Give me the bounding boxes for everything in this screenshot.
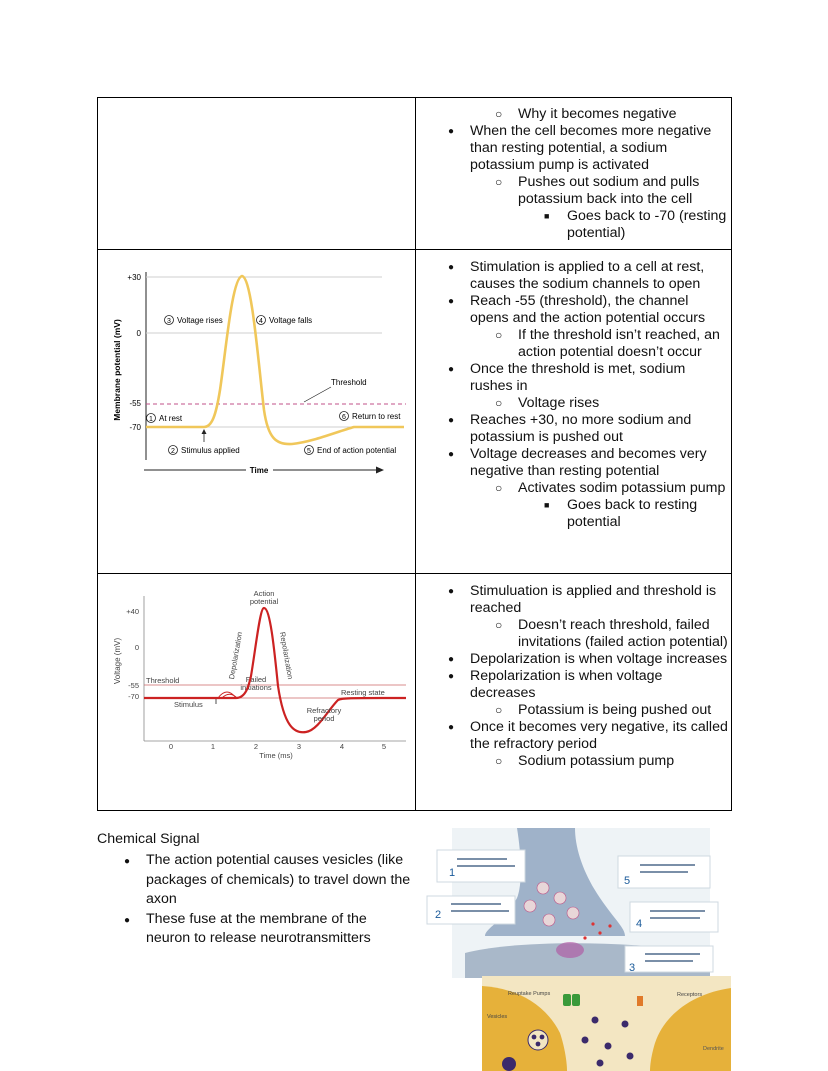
callout-text-line [645,953,700,955]
depolarization-label: Depolarization [226,631,245,680]
x-tick-label: 5 [381,742,387,751]
list-item: ● Repolarization is when voltage decreases [416,668,730,702]
list-item: ■ Goes back to -70 (resting potential) [416,208,730,242]
step-number: 1 [149,416,153,423]
neurotransmitter [532,1035,537,1040]
list-item: ● Reaches +30, no more sodium and potassium is pushed out [416,412,730,446]
x-tick-label: 0 [168,742,174,751]
end-of-ap-label: End of action potential [317,446,397,455]
vesicles-label: Vesicles [487,1014,508,1020]
vesicle [567,907,579,919]
neurotransmitter [540,1035,545,1040]
resting-state-label: Resting state [341,688,385,697]
callout-text-line [451,903,501,905]
list-item: ○ Why it becomes negative [416,106,730,123]
list-item: ● These fuse at the membrane of the neuron to release neurotransmitters [124,910,414,949]
voltage-falls-label: Voltage falls [269,316,313,325]
list-item: ● When the cell becomes more negative than resting potential, a sodium potassium pump is activated [416,123,730,174]
notes-table [97,97,732,811]
list-item: ○ Sodium potassium pump [416,753,730,770]
callout-number: 1 [449,867,456,879]
callout-number: 4 [636,918,643,930]
list-item: ● Stimulation is applied to a cell at rest, causes the sodium channels to open [416,259,730,293]
neurotransmitter [627,1053,634,1060]
section-heading: Chemical Signal [97,831,200,847]
bullet-list [416,106,730,242]
step-number: 4 [259,318,263,325]
row-divider [98,573,731,574]
voltage-time-diagram [106,586,411,766]
neurotransmitter [592,1017,599,1024]
bullet-list [416,583,730,770]
stimulus-label: Stimulus [174,700,203,709]
tick-label: +40 [126,607,139,616]
callout-text-line [457,858,507,860]
list-item: ○ Doesn’t reach threshold, failed invitations (failed action potential) [416,617,730,651]
list-item: ● Reach -55 (threshold), the channel opens and the action potential occurs [416,293,730,327]
callout-text-line [650,917,700,919]
neurotransmitter [591,922,594,925]
callout-number: 5 [624,875,631,887]
neurotransmitter [597,1060,604,1067]
callout-text-line [451,910,509,912]
reuptake-pump [563,994,571,1006]
receptor [637,996,643,1006]
failed-label: Failed [245,675,267,684]
callout-number: 2 [435,909,442,921]
callout-number: 3 [629,962,636,974]
vesicle [502,1057,516,1071]
step-number: 3 [167,318,171,325]
action-potential-label: potential [249,597,279,606]
row2-notes [416,259,730,531]
tick-label: +30 [127,273,141,282]
x-tick-label: 1 [210,742,216,751]
callout-text-line [640,864,695,866]
receptors-label: Receptors [677,992,703,998]
neurotransmitter [608,924,611,927]
tick-label: 0 [134,643,139,652]
row3-notes [416,583,730,770]
dendrite-label: Dendrite [703,1046,724,1052]
stimulus-applied-label: Stimulus applied [181,446,240,455]
list-item: ● Once it becomes very negative, its called the refractory period [416,719,730,753]
step-number: 6 [342,414,346,421]
callout-text-line [640,871,688,873]
refractory-label: Refractory [306,706,342,715]
callout-text-line [650,910,705,912]
neurotransmitter [536,1042,541,1047]
step-number: 5 [307,448,311,455]
callout-text-line [645,960,693,962]
list-item: ■ Goes back to resting potential [416,497,730,531]
list-item: ○ Pushes out sodium and pulls potassium back into the cell [416,174,730,208]
tick-label: 0 [136,329,141,338]
voltage-rises-label: Voltage rises [177,316,223,325]
vesicle [537,882,549,894]
x-tick-label: 2 [253,742,259,751]
receptor-glow [556,942,584,958]
return-to-rest-label: Return to rest [352,412,401,421]
x-axis-label: Time (ms) [259,751,293,760]
callout-text-line [457,865,515,867]
list-item: ○ If the threshold isn’t reached, an action potential doesn’t occur [416,327,730,361]
step-number: 2 [171,448,175,455]
reuptake-pumps-label: Reuptake Pumps [508,991,551,997]
list-item: ○ Activates sodim potassium pump [416,480,730,497]
threshold-label: Threshold [331,378,367,387]
list-item: ○ Voltage rises [416,395,730,412]
vesicle [528,1030,548,1050]
action-potential-diagram [106,260,411,490]
neurotransmitter [583,936,586,939]
threshold-pointer [304,387,331,402]
synapse-diagram [425,828,731,1071]
tick-label: -70 [129,423,141,432]
x-tick-label: 3 [296,742,302,751]
list-item: ● Voltage decreases and becomes very negative than resting potential [416,446,730,480]
y-axis-label: Voltage (mV) [113,637,122,685]
list-item: ● Once the threshold is met, sodium rushes in [416,361,730,395]
failed-label: initiations [240,683,272,692]
time-label: Time [249,466,269,475]
time-arrowhead [376,467,384,474]
tick-label: -70 [128,692,139,701]
tick-label: -55 [128,681,139,690]
vesicle [554,892,566,904]
neurotransmitter [605,1043,612,1050]
callout-card [625,946,713,972]
chemical-bullet-list [124,851,414,949]
vesicle [524,900,536,912]
tick-label: -55 [129,399,141,408]
list-item: ● Stimuluation is applied and threshold is reached [416,583,730,617]
vesicle [543,914,555,926]
list-item: ● Depolarization is when voltage increases [416,651,730,668]
list-item: ○ Potassium is being pushed out [416,702,730,719]
reuptake-pump [572,994,580,1006]
row1-notes [416,106,730,242]
list-item: ● The action potential causes vesicles (like packages of chemicals) to travel down the axon [124,851,414,910]
neurotransmitter [622,1021,629,1028]
threshold-label: Threshold [146,676,180,685]
stimulus-arrowhead [202,429,207,434]
x-tick-label: 4 [339,742,345,751]
action-potential-curve [144,608,406,732]
at-rest-label: At rest [159,414,183,423]
neurotransmitter [598,931,601,934]
bullet-list [416,259,730,531]
repolarization-label: Repolarization [277,631,296,680]
action-potential-label: Action [253,589,275,598]
row-divider [98,249,731,250]
refractory-label: period [313,714,335,723]
neurotransmitter [582,1037,589,1044]
y-axis-label: Membrane potential (mV) [112,319,122,421]
